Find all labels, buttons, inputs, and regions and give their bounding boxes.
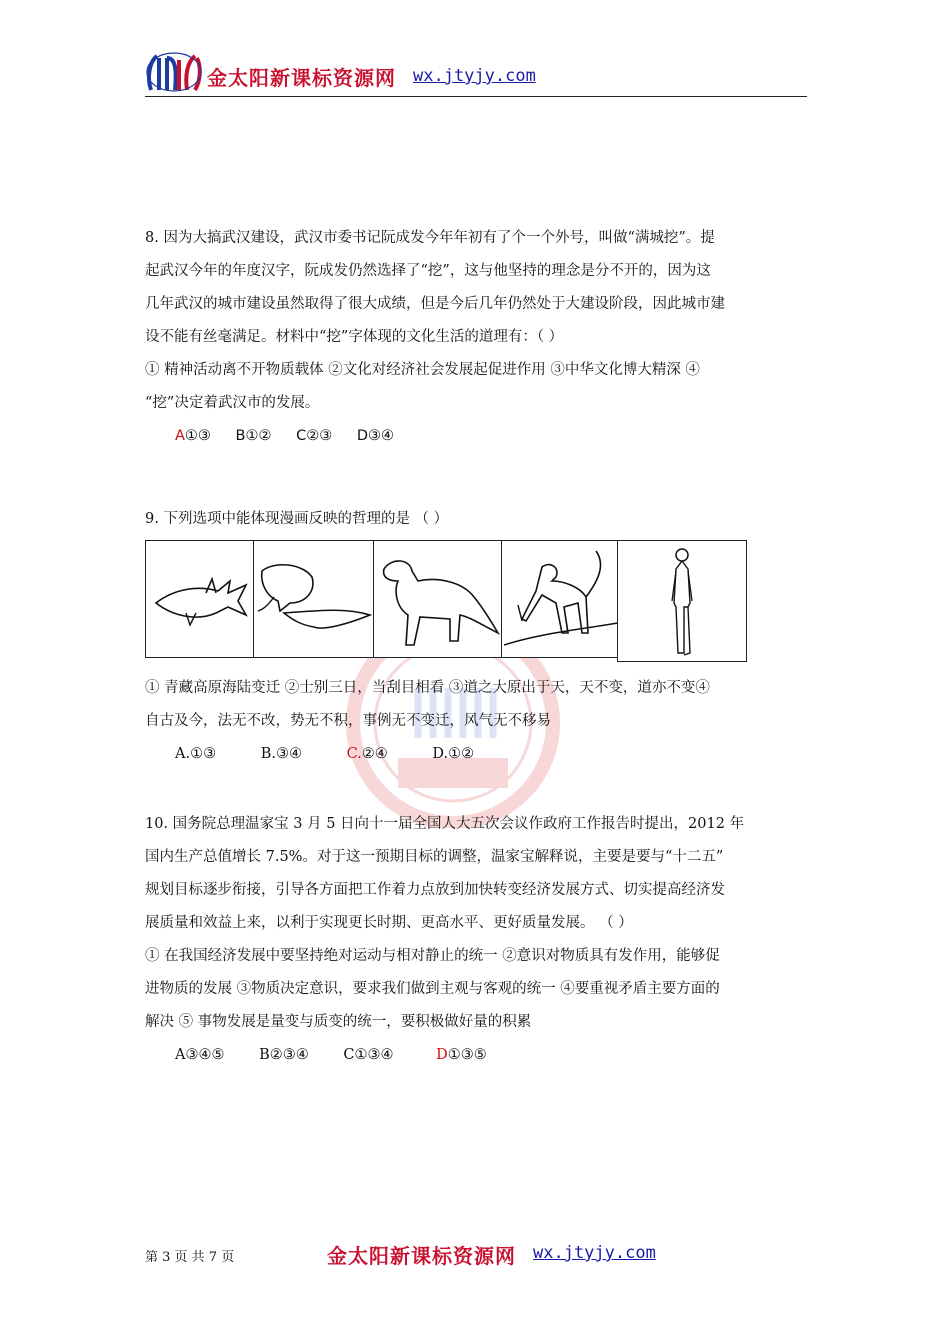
q10-line: ① 在我国经济发展中要坚持绝对运动与相对静止的统一 ②意识对物质具有发作用，能够促 <box>145 948 720 964</box>
q8-line: 起武汉今年的年度汉字，阮成发仍然选择了“挖”，这与他坚持的理念是分不开的，因为这 <box>145 263 711 279</box>
page-number: 第 3 页 共 7 页 <box>145 1250 235 1265</box>
q9-cartoon-strip <box>145 540 750 662</box>
dinosaur-drawing <box>373 540 503 658</box>
q9-option-b: B.③④ <box>260 746 302 762</box>
q10-options <box>145 1039 810 1072</box>
q9-option-d: D.①② <box>432 746 475 762</box>
question-10 <box>145 808 810 1072</box>
q10-option-b: B②③④ <box>259 1047 309 1063</box>
q8-line: ① 精神活动离不开物质载体 ②文化对经济社会发展起促进作用 ③中华文化博大精深 ④ <box>145 362 700 378</box>
q10-option-c: C①③④ <box>343 1047 394 1063</box>
q10-line: 展质量和效益上来，以利于实现更长时期、更高水平、更好质量发展。 （ ） <box>145 915 633 931</box>
human-drawing <box>617 540 747 662</box>
brand-logo-icon <box>145 50 203 94</box>
q8-line: 设不能有丝毫满足。材料中“挖”字体现的文化生活的道理有：（ ） <box>145 329 564 345</box>
footer-url-link[interactable]: wx.jtyjy.com <box>533 1243 656 1263</box>
amphibian-drawing <box>253 540 375 658</box>
q8-option-d: D③④ <box>356 428 394 444</box>
q8-line: 几年武汉的城市建设虽然取得了很大成绩，但是今后几年仍然处于大建设阶段，因此城市建 <box>145 296 725 312</box>
monkey-drawing <box>501 540 619 658</box>
q10-line: 10. 国务院总理温家宝 3 月 5 日向十一届全国人大五次会议作政府工作报告时提出，2012 年 <box>145 816 745 832</box>
question-8 <box>145 222 810 453</box>
q8-option-a: A①③ <box>175 428 211 444</box>
q9-options <box>145 738 810 771</box>
q8-options <box>145 420 810 453</box>
footer-brand-title: 金太阳新课标资源网 <box>327 1244 516 1268</box>
page-footer <box>145 1240 810 1270</box>
q8-line: 8. 因为大搞武汉建设，武汉市委书记阮成发今年年初有了个一个外号，叫做“满城挖”。提 <box>145 230 715 246</box>
q10-line: 进物质的发展 ③物质决定意识，要求我们做到主观与客观的统一 ④要重视矛盾主要方面的 <box>145 981 720 997</box>
header-brand-title: 金太阳新课标资源网 <box>207 66 396 90</box>
q9-line: ① 青藏高原海陆变迁 ②士别三日，当刮目相看 ③道之大原出于天，天不变，道亦不变④ <box>145 680 710 696</box>
shark-drawing <box>145 540 255 658</box>
question-9-body <box>145 672 810 771</box>
page-header <box>145 50 807 98</box>
q8-option-c: C②③ <box>296 428 333 444</box>
q9-stem: 9. 下列选项中能体现漫画反映的哲理的是 （ ） <box>145 511 449 527</box>
q8-option-b: B①② <box>235 428 272 444</box>
q9-option-a: A.①③ <box>175 746 217 762</box>
q8-line: “挖”决定着武汉市的发展。 <box>145 395 320 411</box>
q10-option-a: A③④⑤ <box>175 1047 225 1063</box>
q9-option-c: C.②④ <box>346 746 388 762</box>
q10-option-d: D①③⑤ <box>436 1047 487 1063</box>
q10-line: 国内生产总值增长 7.5%。对于这一预期目标的调整，温家宝解释说，主要是要与“十二五” <box>145 849 724 865</box>
header-divider <box>145 96 807 97</box>
q10-line: 规划目标逐步衔接，引导各方面把工作着力点放到加快转变经济发展方式、切实提高经济发 <box>145 882 725 898</box>
q10-line: 解决 ⑤ 事物发展是量变与质变的统一，要积极做好量的积累 <box>145 1014 532 1030</box>
question-9-stem <box>145 503 810 536</box>
header-url-link[interactable]: wx.jtyjy.com <box>413 66 536 86</box>
q9-line: 自古及今，法无不改，势无不积，事例无不变迁，风气无不移易 <box>145 713 551 729</box>
